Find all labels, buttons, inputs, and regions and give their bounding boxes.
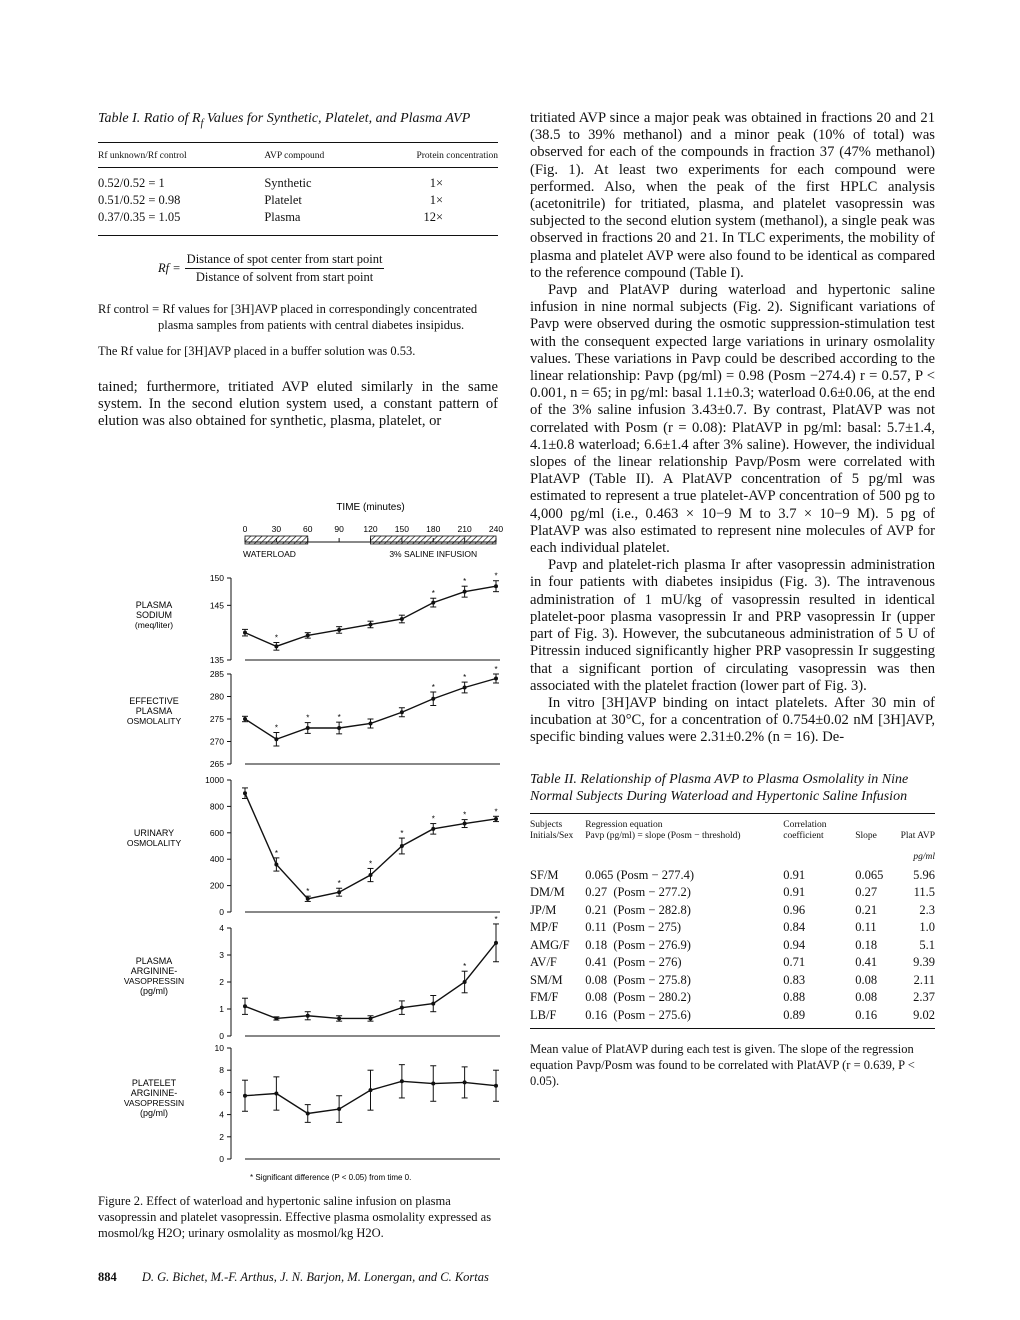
table-cell: 2.3: [919, 902, 935, 917]
data-point: [369, 1088, 373, 1092]
significance-marker: *: [368, 859, 373, 869]
y-tick-label: 280: [209, 691, 224, 702]
table-row: [530, 867, 935, 885]
y-tick-label: 0: [219, 907, 224, 917]
data-line: [245, 586, 496, 646]
table-cell: 0.91: [783, 867, 806, 882]
unit-label: pg/ml: [913, 851, 935, 862]
significance-marker: *: [463, 962, 467, 972]
panel-label: (pg/ml): [139, 986, 169, 996]
waterload-bar: [245, 536, 308, 544]
data-point: [306, 633, 310, 637]
table-row: [530, 989, 935, 1007]
time-tick-label: 210: [457, 524, 472, 534]
data-point: [400, 1079, 404, 1083]
table-cell: 1.0: [919, 920, 935, 935]
table-cell: 0.89: [783, 1007, 806, 1022]
data-point: [463, 1080, 467, 1084]
table-cell: 0.83: [783, 972, 806, 987]
data-point: [369, 722, 373, 726]
table-cell: 0.16 (Posm − 275.6): [585, 1007, 691, 1022]
table2-footnote: Mean value of PlatAVP during each test is given. The slope of the regression equation Pavp/Posm was found to be correlated with PlatAVP (r = 0.639, P < 0.05).: [530, 1042, 915, 1089]
table-cell: 0.41 (Posm − 276): [585, 955, 682, 970]
data-point: [243, 791, 247, 795]
significance-note: * Significant difference (P < 0.05) from time 0.: [250, 1173, 412, 1182]
table-row: [530, 937, 935, 955]
data-line: [245, 679, 496, 740]
table-cell: 0.71: [783, 955, 806, 970]
panel-label: ARGININE-: [130, 1088, 178, 1098]
data-point: [274, 737, 278, 741]
time-tick-label: 0: [242, 524, 248, 534]
data-point: [463, 686, 467, 690]
table-cell: 0.84: [783, 920, 806, 935]
table-cell: 0.96: [783, 902, 806, 917]
y-tick-label: 265: [209, 759, 224, 769]
data-point: [400, 844, 404, 848]
data-point: [243, 631, 247, 635]
page-number: 884: [98, 1270, 117, 1284]
body-text: tained; furthermore, tritiated AVP eluted similarly in the same system. In the second elution system used, a constant pattern of elution was also obtained for synthetic, plasma, platelet, or: [98, 378, 498, 430]
panel-label: ARGININE-: [130, 966, 178, 976]
figure-caption: Figure 2. Effect of waterload and hypertonic saline infusion on plasma vasopressin and platelet vasopressin. Effective plasma osmolality expressed as mosmol/kg H2O; urinary osmolality as mosmol/kg H2O.: [98, 1194, 492, 1240]
table2-header: Regression equation Pavp (pg/ml) = slope (Posm − threshold): [585, 819, 741, 841]
significance-marker: *: [274, 633, 278, 643]
data-point: [494, 941, 498, 945]
body-paragraph: Pavp and platelet-rich plasma Ir after vasopressin administration in four patients with diabetes insipidus (Fig. 3). The intravenous administration of 1 mU/kg of vasopressin resulted in identical platelet-poor plasma vasopressin Ir and PRP vasopressin Ir (upper part of Fig. 3). However, the subcutaneous administration of 5 U of Pitressin induced significantly higher PRP vasopressin Ir suggesting that a significant portion of circulating vasopressin was then associated with the platelet fraction (lower part of Fig. 3).: [530, 557, 935, 694]
significance-marker: *: [431, 683, 435, 692]
y-tick-label: 135: [209, 655, 224, 665]
data-point: [306, 897, 310, 901]
data-point: [463, 822, 467, 826]
table2-header: Subjects Initials/Sex: [530, 819, 574, 841]
y-tick-label: 2: [219, 1131, 224, 1142]
y-tick-label: 3: [219, 950, 224, 960]
data-point: [494, 1084, 498, 1088]
table-row: [530, 884, 935, 902]
table-cell: SF/M: [530, 867, 559, 882]
y-tick-label: 2: [219, 977, 224, 987]
y-tick-label: 10: [214, 1043, 224, 1053]
time-tick-label: 180: [426, 524, 441, 534]
time-tick-label: 90: [334, 524, 344, 534]
time-tick-label: 30: [271, 524, 282, 534]
table-cell: 0.08 (Posm − 280.2): [585, 990, 691, 1005]
significance-marker: *: [306, 887, 310, 897]
body-paragraph: tritiated AVP since a major peak was obtained in fractions 20 and 21 (38.5 to 39% methanol) and a minor peak (10% of total) was observed for each of the compounds in fraction 37 (47% methanol) (Fig. 1). At least two experiments for each compound were performed. Also, when the peak of the first HPLC analysis (acetonitrile) for tritiated, plasma, and platelet vasopressin was subjected to the second elution system (methanol), a single peak was observed in fractions 20 and 21. In TLC experiments, the mobility of plasma and platelet AVP were also found to be identical as compared to the reference compound (Table I).: [530, 110, 935, 281]
table-cell: 0.065 (Posm − 277.4): [585, 867, 694, 882]
data-point: [243, 1004, 247, 1008]
page-footer: [98, 1270, 489, 1285]
table-cell: JP/M: [530, 902, 557, 917]
data-point: [369, 622, 373, 626]
data-point: [431, 1002, 435, 1006]
y-tick-label: 8: [219, 1065, 224, 1076]
table-row: [530, 972, 935, 990]
figure-2-chart: [98, 496, 508, 1186]
data-point: [400, 617, 404, 621]
panel-label: PLASMA: [135, 600, 173, 610]
data-point: [400, 710, 404, 714]
table-row: 0.52/0.52 = 1 Synthetic 1×: [98, 175, 443, 190]
significance-marker: *: [337, 713, 341, 723]
panel-label: PLASMA: [135, 956, 173, 966]
table-row: 0.51/0.52 = 0.98 Platelet 1×: [98, 192, 443, 207]
panel-label: URINARY: [133, 828, 175, 838]
data-point: [306, 1111, 310, 1115]
time-tick-label: 120: [363, 524, 378, 534]
table-cell: 0.18: [855, 937, 878, 952]
table-row: 0.37/0.35 = 1.05 Plasma 12×: [98, 209, 498, 236]
table-cell: 5.1: [919, 937, 935, 952]
table1: [98, 142, 498, 236]
y-tick-label: 1000: [205, 775, 224, 785]
y-tick-label: 800: [209, 801, 224, 812]
y-tick-label: 6: [219, 1087, 224, 1098]
significance-marker: *: [431, 589, 435, 599]
table-cell: MP/F: [530, 920, 559, 935]
significance-marker: *: [463, 810, 467, 820]
table1-caption: Table I. Ratio of $R_f$ Values for Synthetic, Platelet, and Plasma AVP: [98, 111, 471, 129]
saline-infusion-bar: [371, 536, 497, 544]
body-paragraph: Pavp and PlatAVP during waterload and hypertonic saline infusion in nine normal subjects (Fig. 2). Significant variations of Pavp were observed during the osmotic suppression-stimulation test with the consequent expected large variations in urinary osmolality values. These variations in Pavp could be described according to the linear relationship: Pavp (pg/ml) = 0.98 (Posm −274.4) r = 0.57, P < 0.001, n = 65; in pg/ml: basal 1.1±0.3; waterload 0.6±0.06, at the end of the 3% saline infusion 3.43±0.7. By contrast, PlatAVP was not correlated with Posm (r = 0.08): PlatAVP in pg/ml: basal: 5.7±1.4, 4.1±0.8 waterload; 6.6±1.4 after 3% saline). However, the individual slopes of the linear relationship Pavp/Posm were correlated with PlatAVP (Table II). A PlatAVP concentration of 5 pg/ml was estimated to represent a true platelet-AVP concentration of 500 pg to 4,000 pg/ml (i.e., 0.463 × 10−9 M to 3.7 × 10−9 M). 5 pg of PlatAVP was also estimated to represent nine molecules of AVP for each individual platelet.: [530, 282, 935, 557]
data-point: [463, 590, 467, 594]
data-point: [274, 1092, 278, 1096]
data-point: [431, 697, 435, 701]
panel-label: SODIUM: [136, 610, 172, 620]
data-point: [369, 1016, 373, 1020]
table-cell: 9.39: [913, 955, 935, 970]
saline-label: 3% SALINE INFUSION: [389, 549, 478, 559]
significance-marker: *: [494, 807, 498, 817]
data-point: [243, 1094, 247, 1098]
y-tick-label: 1: [219, 1004, 224, 1014]
left-column: [98, 110, 498, 430]
table-cell: 0.11 (Posm − 275): [585, 920, 682, 935]
table-row: [530, 954, 935, 972]
table2: [530, 813, 935, 1025]
formula-denominator: Distance of solvent from start point: [195, 269, 374, 284]
data-point: [369, 873, 373, 877]
table-cell: DM/M: [530, 885, 565, 900]
panel-label: OSMOLALITY: [126, 838, 182, 848]
table1-note: The Rf value for [3H]AVP placed in a buffer solution was 0.53.: [98, 343, 416, 358]
significance-marker: *: [494, 914, 498, 924]
y-tick-label: 0: [219, 1154, 224, 1164]
significance-marker: *: [494, 571, 498, 581]
table-cell: 0.91: [783, 885, 806, 900]
panel-label: PLASMA: [135, 706, 173, 716]
table2-caption: Table II. Relationship of Plasma AVP to Plasma Osmolality in Nine Normal Subjects During Waterload and Hypertonic Saline Infusion: [530, 771, 909, 804]
table-cell: AV/F: [530, 955, 557, 970]
data-point: [306, 1014, 310, 1018]
significance-marker: *: [400, 829, 404, 839]
waterload-label: WATERLOAD: [243, 549, 296, 559]
formula-numerator: Distance of spot center from start point: [185, 252, 385, 269]
panel-label: PLATELET: [131, 1078, 177, 1088]
data-point: [274, 644, 278, 648]
table-cell: 5.96: [913, 867, 935, 882]
table-cell: 0.21 (Posm − 282.8): [585, 902, 691, 917]
significance-marker: *: [463, 673, 467, 683]
panel-label: EFFECTIVE: [129, 696, 179, 706]
table-cell: 0.08 (Posm − 275.8): [585, 972, 691, 987]
data-point: [274, 1016, 278, 1020]
table-cell: 0.11: [855, 920, 877, 935]
table-cell: 0.21: [855, 902, 878, 917]
significance-marker: *: [274, 723, 278, 733]
y-tick-label: 150: [209, 573, 224, 583]
time-axis-title: TIME (minutes): [336, 502, 405, 513]
table2-header: Correlation coefficient: [783, 819, 827, 841]
data-point: [337, 628, 341, 632]
y-tick-label: 400: [209, 854, 224, 865]
data-point: [463, 980, 467, 984]
data-point: [494, 677, 498, 681]
table2-header: Slope: [855, 830, 877, 841]
significance-marker: *: [431, 814, 435, 824]
table1-header: Rf unknown/Rf control: [98, 142, 234, 167]
y-tick-label: 200: [209, 880, 224, 891]
table1-header: AVP compound: [234, 142, 372, 167]
table-cell: 0.065: [855, 867, 884, 882]
table-row: [530, 919, 935, 937]
body-paragraph: In vitro [3H]AVP binding on intact platelets. After 30 min of incubation at 30°C, for a concentration of 0.754±0.02 nM [3H]AVP, specific binding values were 2.31±0.2% (n = 16). De-: [530, 694, 935, 746]
significance-marker: *: [274, 848, 278, 858]
data-point: [337, 890, 341, 894]
data-point: [400, 1006, 404, 1010]
panel-label: OSMOLALITY: [126, 716, 182, 726]
right-column: [530, 110, 935, 1089]
table-cell: FM/F: [530, 990, 559, 1005]
table-cell: 0.27: [855, 885, 878, 900]
significance-marker: *: [306, 713, 310, 723]
table-cell: 0.08: [855, 990, 878, 1005]
significance-marker: *: [494, 665, 498, 674]
authors: D. G. Bichet, M.-F. Arthus, J. N. Barjon, M. Lonergan, and C. Kortas: [141, 1270, 489, 1284]
data-point: [431, 827, 435, 831]
y-tick-label: 285: [209, 669, 224, 679]
data-point: [431, 1082, 435, 1086]
time-tick-label: 150: [394, 524, 409, 534]
data-point: [274, 862, 278, 866]
data-point: [494, 817, 498, 821]
table-cell: 0.88: [783, 990, 806, 1005]
y-tick-label: 600: [209, 827, 224, 838]
table2-header: Plat AVP: [900, 830, 935, 841]
data-point: [337, 1107, 341, 1111]
panel-label: (meq/liter): [134, 620, 174, 630]
table-row: [530, 902, 935, 920]
data-line: [245, 943, 496, 1019]
data-point: [337, 1016, 341, 1020]
table1-header: Protein concentration: [373, 142, 498, 167]
y-tick-label: 4: [219, 1109, 224, 1120]
table-cell: SM/M: [530, 972, 563, 987]
table-cell: 0.94: [783, 937, 806, 952]
data-point: [494, 584, 498, 588]
significance-marker: *: [337, 879, 341, 889]
y-tick-label: 4: [219, 923, 224, 933]
table-cell: LB/F: [530, 1007, 557, 1022]
table-cell: 2.11: [913, 972, 935, 987]
rf-formula: Rf = $\frac{\text{Distance of spot center from start point}}{\text{Distance of solvent from start point}}$: [158, 251, 383, 284]
y-tick-label: 270: [209, 736, 224, 747]
panel-label: VASOPRESSIN: [123, 1098, 185, 1108]
significance-marker: *: [463, 577, 467, 587]
y-tick-label: 0: [219, 1031, 224, 1041]
table-cell: 0.16: [855, 1007, 878, 1022]
data-point: [431, 601, 435, 605]
table1-note: Rf control = Rf values for [3H]AVP placed in correspondingly concentrated plasma samples from patients with central diabetes insipidus.: [98, 301, 478, 332]
panel-label: (pg/ml): [139, 1108, 169, 1118]
table-cell: 11.5: [913, 885, 935, 900]
panel-label: VASOPRESSIN: [123, 976, 185, 986]
table-cell: 9.02: [913, 1007, 935, 1022]
table-cell: 0.27 (Posm − 277.2): [585, 885, 691, 900]
table-row: [530, 1007, 935, 1025]
time-tick-label: 60: [303, 524, 313, 534]
data-point: [337, 726, 341, 730]
table-cell: AMG/F: [530, 937, 570, 952]
y-tick-label: 275: [209, 714, 224, 724]
data-point: [306, 726, 310, 730]
table-cell: 0.08: [855, 972, 878, 987]
table-cell: 0.41: [855, 955, 878, 970]
data-line: [245, 793, 496, 899]
time-tick-label: 240: [488, 524, 504, 534]
y-tick-label: 145: [209, 600, 224, 611]
data-point: [243, 717, 247, 721]
table-cell: 2.37: [913, 990, 935, 1005]
table-cell: 0.18 (Posm − 276.9): [585, 937, 691, 952]
